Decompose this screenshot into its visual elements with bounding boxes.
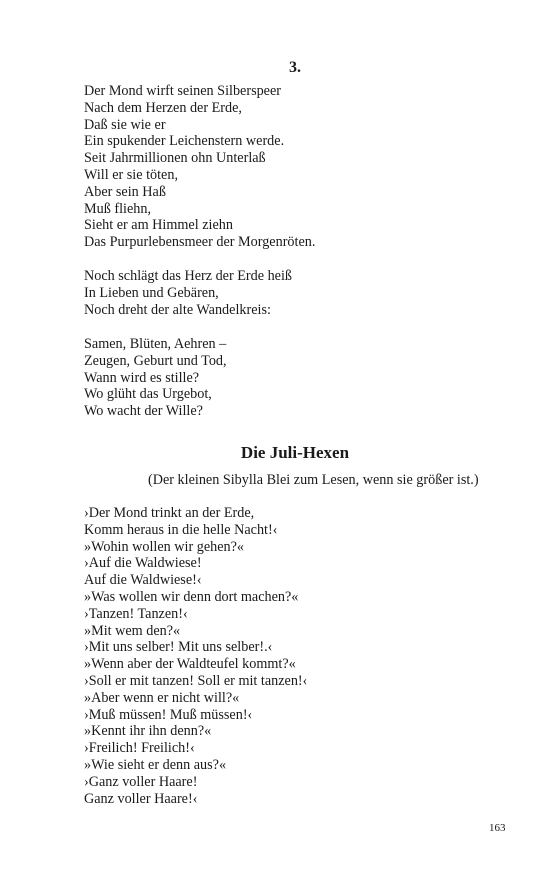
verse-line: »Wohin wollen wir gehen?« [84, 538, 245, 555]
poem-dialogue [84, 505, 307, 807]
verse-line: Ganz voller Haare!‹ [84, 790, 198, 807]
poem-title: Die Juli-Hexen [240, 443, 350, 462]
verse-line: »Wie sieht er denn aus?« [84, 756, 227, 773]
verse-line: Nach dem Herzen der Erde, [84, 99, 242, 116]
verse-line: Zeugen, Geburt und Tod, [84, 352, 227, 369]
verse-line: ›Muß müssen! Muß müssen!‹ [84, 706, 253, 723]
page-number: 163 [489, 822, 506, 834]
verse-line: Wann wird es stille? [84, 369, 200, 386]
section-number: 3. [289, 59, 301, 76]
verse-line: Ein spukender Leichenstern werde. [84, 133, 285, 150]
poem-stanza-3 [84, 336, 227, 420]
poem-stanza-1 [84, 83, 315, 251]
verse-line: Wo wacht der Wille? [84, 403, 203, 420]
verse-line: Muß fliehn, [84, 200, 151, 217]
verse-line: ›Auf die Waldwiese! [84, 555, 202, 572]
verse-line: »Mit wem den?« [84, 622, 181, 639]
verse-line: In Lieben und Gebären, [84, 284, 219, 301]
verse-line: »Was wollen wir denn dort machen?« [84, 588, 299, 605]
verse-line: Seit Jahrmillionen ohn Unterlaß [84, 150, 266, 167]
verse-line: Komm heraus in die helle Nacht!‹ [84, 521, 278, 538]
verse-line: Aber sein Haß [84, 183, 166, 200]
verse-line: »Kennt ihr ihn denn?« [84, 723, 212, 740]
verse-line: ›Tanzen! Tanzen!‹ [84, 605, 188, 622]
verse-line: Der Mond wirft seinen Silberspeer [84, 83, 281, 99]
verse-line: Noch schlägt das Herz der Erde heiß [84, 268, 292, 284]
poem-dedication: (Der kleinen Sibylla Blei zum Lesen, wenn sie größer ist.) [148, 472, 479, 488]
verse-line: Wo glüht das Urgebot, [84, 386, 212, 403]
verse-line: Will er sie töten, [84, 166, 178, 183]
verse-line: ›Ganz voller Haare! [84, 773, 198, 790]
verse-line: ›Freilich! Freilich!‹ [84, 740, 195, 757]
verse-line: Das Purpurlebensmeer der Morgenröten. [84, 234, 316, 251]
verse-line: ›Der Mond trinkt an der Erde, [84, 505, 255, 521]
verse-line: Daß sie wie er [84, 116, 166, 133]
verse-line: Sieht er am Himmel ziehn [84, 217, 233, 234]
poem-stanza-2 [84, 268, 292, 318]
verse-line: Samen, Blüten, Aehren – [84, 336, 227, 352]
verse-line: »Wenn aber der Waldteufel kommt?« [84, 656, 296, 673]
verse-line: Noch dreht der alte Wandelkreis: [84, 301, 271, 318]
verse-line: »Aber wenn er nicht will?« [84, 689, 240, 706]
verse-line: ›Soll er mit tanzen! Soll er mit tanzen!‹ [84, 672, 308, 689]
verse-line: Auf die Waldwiese!‹ [84, 572, 202, 589]
verse-line: ›Mit uns selber! Mit uns selber!.‹ [84, 639, 273, 656]
